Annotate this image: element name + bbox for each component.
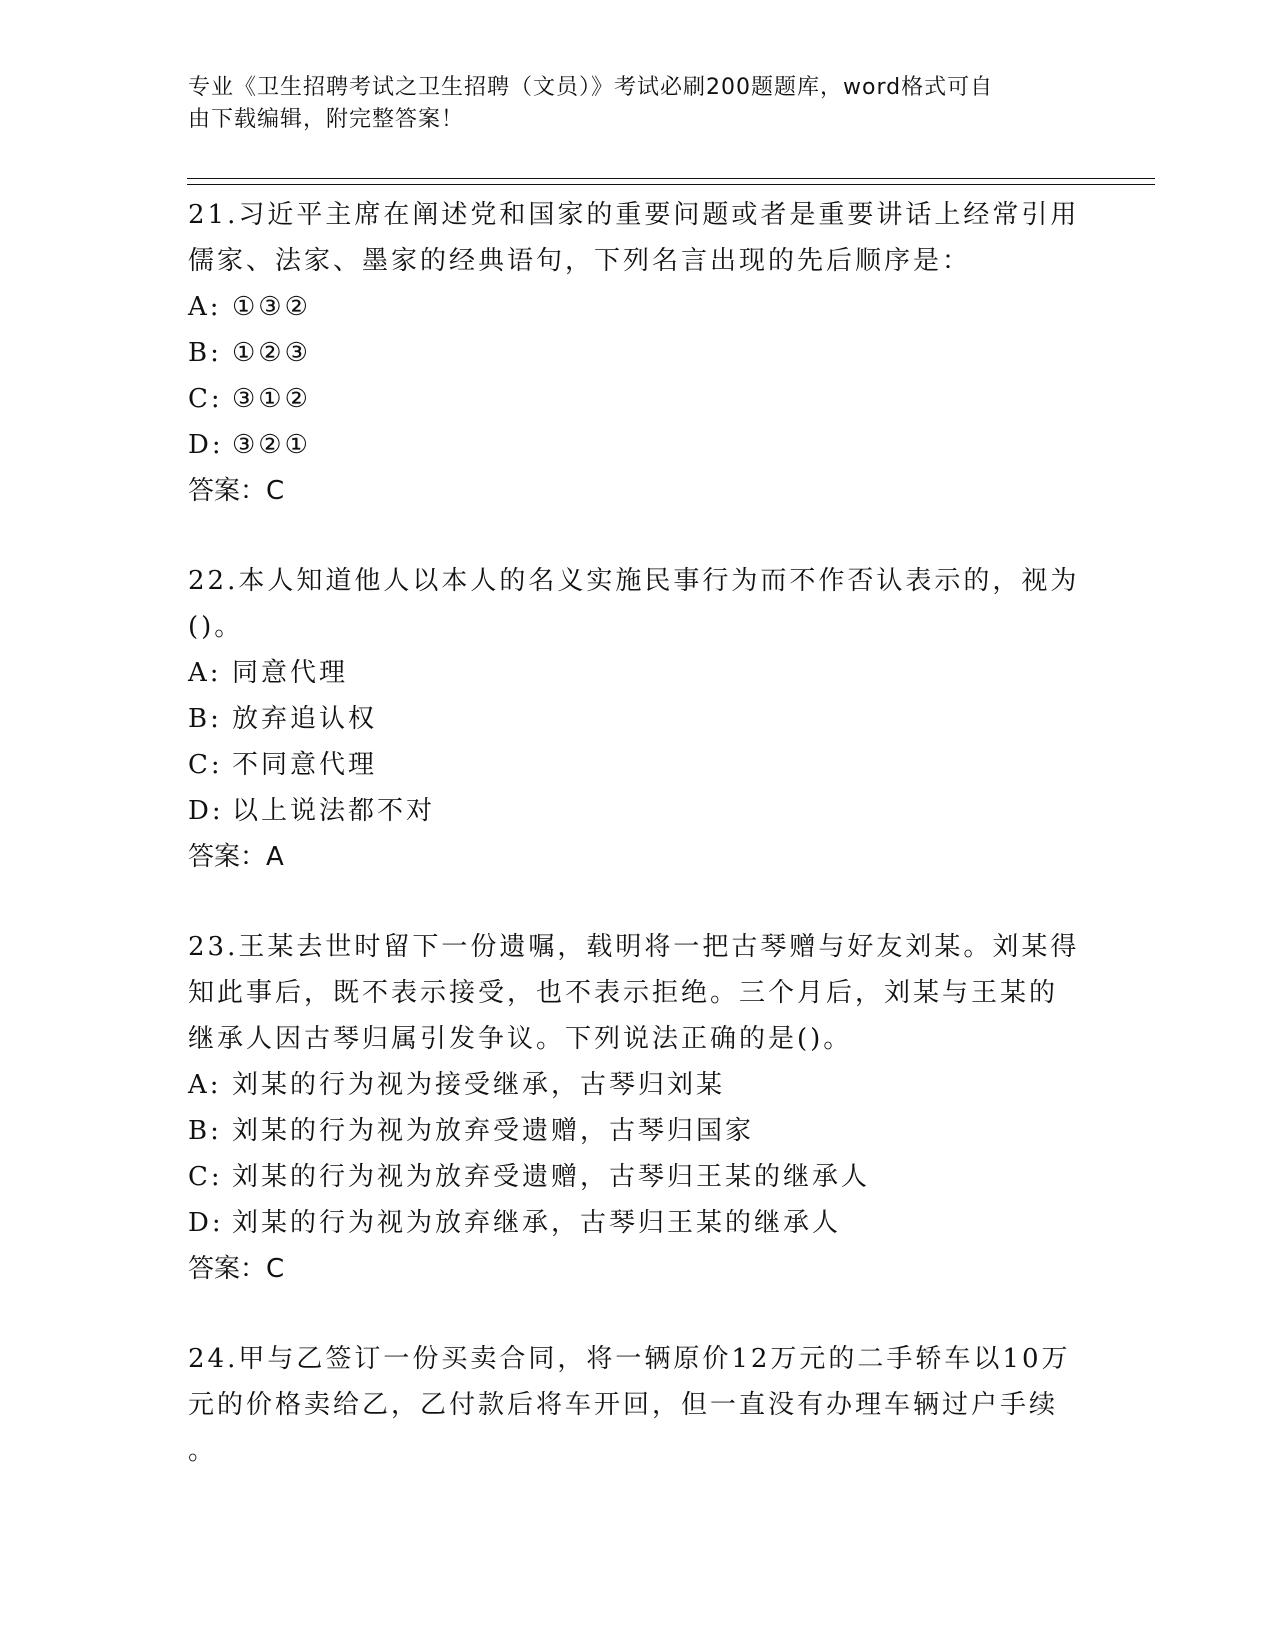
option-key: C: [188,750,223,780]
option-a [188,1062,1088,1108]
option-key: A: [188,292,222,322]
question-24 [188,1336,1088,1474]
answer-value: C [266,476,285,506]
option-key: C: [188,384,223,414]
stem-line: 22.本人知道他人以本人的名义实施民事行为而不作否认表示的，视为 [188,566,1080,596]
option-b [188,330,1088,376]
question-stem [188,1336,1088,1474]
answer-label: 答案： [188,842,267,872]
question-21 [188,192,1088,514]
option-key: B: [188,704,222,734]
answer-label: 答案： [188,476,267,506]
question-stem [188,192,1088,284]
document-header [188,72,1068,136]
question-stem [188,924,1088,1062]
answer-label: 答案： [188,1254,267,1284]
option-key: B: [188,1116,222,1146]
option-d [188,1200,1088,1246]
question-stem [188,558,1088,650]
answer-line [188,834,1088,880]
option-text: ①②③ [232,338,311,368]
option-key: D: [188,1208,224,1238]
answer-value: C [266,1254,285,1284]
option-key: D: [188,430,224,460]
option-text: ①③② [232,292,311,322]
option-c [188,1154,1088,1200]
option-text: ③②① [232,430,311,460]
option-c [188,742,1088,788]
question-23 [188,924,1088,1292]
option-text: 放弃追认权 [232,704,378,734]
option-text: 刘某的行为视为接受继承，古琴归刘某 [232,1070,726,1100]
stem-line: 24.甲与乙签订一份买卖合同，将一辆原价12万元的二手轿车以10万 [188,1344,1071,1374]
option-a [188,284,1088,330]
header-line-2: 由下载编辑，附完整答案！ [188,107,465,132]
option-text: 同意代理 [232,658,349,688]
option-key: B: [188,338,222,368]
option-list [188,650,1088,834]
stem-line: 23.王某去世时留下一份遗嘱，载明将一把古琴赠与好友刘某。刘某得 [188,932,1080,962]
option-text: 不同意代理 [232,750,378,780]
option-list [188,1062,1088,1246]
option-text: 刘某的行为视为放弃受遗赠，古琴归王某的继承人 [232,1162,871,1192]
answer-line [188,1246,1088,1292]
stem-line: ()。 [188,612,244,642]
option-a [188,650,1088,696]
option-key: A: [188,1070,222,1100]
answer-line [188,468,1088,514]
question-list [188,192,1088,1474]
option-c [188,376,1088,422]
option-list [188,284,1088,468]
stem-line: 元的价格卖给乙，乙付款后将车开回，但一直没有办理车辆过户手续 [188,1390,1059,1420]
option-key: A: [188,658,222,688]
option-b [188,696,1088,742]
header-line-1: 专业《卫生招聘考试之卫生招聘（文员）》考试必刷200题题库，word格式可自 [188,75,994,100]
option-text: 以上说法都不对 [232,796,436,826]
stem-line: 知此事后，既不表示接受，也不表示拒绝。三个月后，刘某与王某的 [188,978,1059,1008]
option-b [188,1108,1088,1154]
question-22 [188,558,1088,880]
header-divider-bottom [187,184,1155,185]
stem-line: 继承人因古琴归属引发争议。下列说法正确的是()。 [188,1024,853,1054]
stem-line: 。 [188,1436,218,1466]
answer-value: A [266,842,284,872]
option-text: ③①② [232,384,311,414]
option-text: 刘某的行为视为放弃继承，古琴归王某的继承人 [232,1208,842,1238]
option-key: D: [188,796,224,826]
option-text: 刘某的行为视为放弃受遗赠，古琴归国家 [232,1116,755,1146]
option-key: C: [188,1162,223,1192]
stem-line: 21.习近平主席在阐述党和国家的重要问题或者是重要讲话上经常引用 [188,200,1080,230]
option-d [188,422,1088,468]
stem-line: 儒家、法家、墨家的经典语句，下列名言出现的先后顺序是： [188,246,972,276]
header-divider-top [187,178,1155,179]
option-d [188,788,1088,834]
